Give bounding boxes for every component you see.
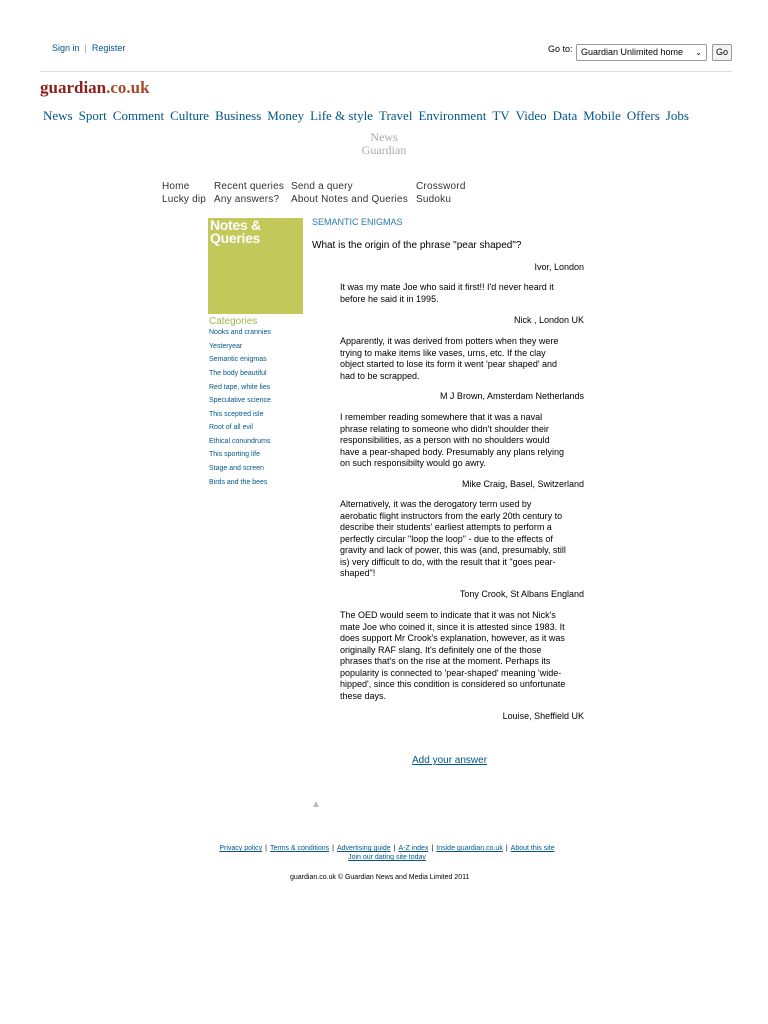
goto-select[interactable] — [576, 44, 707, 61]
nav-item-environment[interactable]: Environment — [418, 108, 487, 123]
answer-author: M J Brown, Amsterdam Netherlands — [439, 391, 584, 401]
subnav-about[interactable]: About Notes and Queries — [291, 194, 408, 205]
answer-line: responsibilities, as a person with no shoulders would — [340, 435, 550, 445]
category-link[interactable]: This sporting life — [209, 451, 260, 458]
separator: | — [84, 43, 87, 53]
answer-line: phrase relating to someone who didn't shoulder their — [340, 423, 549, 434]
add-answer-link[interactable]: Add your answer — [412, 755, 488, 766]
separator: | — [265, 845, 267, 852]
answer-line: It was my mate Joe who said it first!! I'd never heard it — [340, 282, 554, 292]
footer-links — [197, 844, 577, 862]
footer-inside-link[interactable]: Inside guardian.co.uk — [436, 845, 503, 852]
nav-item-jobs[interactable]: Jobs — [665, 108, 689, 123]
site-logo[interactable] — [40, 78, 150, 98]
subnav-home[interactable]: Home — [162, 181, 190, 192]
answer-line: these days. — [340, 690, 387, 701]
nav-item-culture[interactable]: Culture — [170, 108, 210, 123]
register-link[interactable]: Register — [91, 43, 126, 53]
nav-item-news[interactable]: News — [43, 108, 73, 123]
separator: | — [505, 845, 508, 852]
nav-item-data[interactable]: Data — [552, 108, 578, 123]
section-title — [340, 131, 428, 157]
answer-author: Louise, Sheffield UK — [502, 711, 584, 721]
answer-text — [340, 412, 584, 470]
answer-line: describe their students' earliest attempts to perform a — [340, 522, 552, 532]
category-link[interactable]: The body beautiful — [209, 370, 267, 377]
goto-selected-value: Guardian Unlimited home — [581, 47, 684, 57]
sign-in-link[interactable]: Sign in — [52, 43, 80, 53]
section-heading[interactable]: SEMANTIC ENIGMAS — [312, 217, 403, 227]
answer-line: had to be scrapped. — [340, 370, 420, 381]
answer-line: I remember reading somewhere that it was a naval — [340, 412, 543, 422]
answer-line: aerobatic flight instructors from the early 20th century to — [340, 510, 563, 521]
subnav-send[interactable]: Send a query — [291, 181, 353, 192]
answer-text — [340, 499, 584, 580]
section-title-line1: News — [370, 130, 398, 144]
category-link[interactable]: Birds and the bees — [209, 479, 268, 486]
category-link[interactable]: Red tape, white lies — [209, 384, 271, 391]
question-author: Ivor, London — [534, 262, 584, 272]
notes-queries-title — [210, 219, 261, 245]
subnav-recent[interactable]: Recent queries — [214, 181, 285, 192]
logo-main: guardian — [40, 78, 107, 97]
nq-line1: Notes & — [210, 217, 261, 233]
account-links — [52, 43, 125, 53]
nav-item-tv[interactable]: TV — [492, 108, 510, 123]
main-nav — [43, 108, 695, 124]
category-link[interactable]: Yesteryear — [209, 343, 243, 350]
answer-author: Mike Craig, Basel, Switzerland — [461, 479, 584, 489]
goto-label: Go to: — [548, 44, 573, 54]
answer-line: gravity and lack of power, this was (and, presumably, still — [340, 545, 566, 555]
answer-line: phrases that's on the rise at the moment. Perhaps its — [340, 656, 551, 666]
back-to-top-icon[interactable]: ▲ — [311, 799, 321, 810]
nav-item-travel[interactable]: Travel — [378, 108, 413, 123]
category-link[interactable]: Nooks and crannies — [209, 329, 271, 336]
answer-line: on such responsibilty would go awry. — [340, 458, 486, 468]
header-divider — [40, 71, 732, 72]
subnav-any[interactable]: Any answers? — [214, 194, 280, 205]
answer-line: popularity is connected to 'pear-shaped' meaning 'wide- — [340, 667, 562, 678]
answer-line: shaped"! — [340, 568, 376, 578]
subnav-lucky[interactable]: Lucky dip — [162, 194, 207, 205]
footer-terms-link[interactable]: Terms & conditions — [269, 845, 330, 852]
category-link[interactable]: Ethical conundrums — [209, 438, 271, 445]
answer-text — [340, 336, 584, 382]
answer-line: perfectly circular "loop the loop" - due to the effects of — [340, 533, 553, 544]
answer-line: Alternatively, it was the derogatory term used by — [340, 499, 532, 509]
nav-item-sport[interactable]: Sport — [78, 108, 107, 123]
separator: | — [332, 845, 334, 852]
nav-item-business[interactable]: Business — [215, 108, 262, 123]
answer-text — [340, 282, 584, 305]
category-link[interactable]: Speculative science — [209, 397, 271, 404]
answer-author: Nick , London UK — [513, 315, 584, 325]
footer-about-link[interactable]: About this site — [510, 845, 555, 852]
footer-az-link[interactable]: A-Z index — [398, 845, 429, 852]
answer-line: trying to make items like vases, urns, etc. If the clay — [340, 347, 546, 358]
answer-line: is) very difficult to do, with the result that it "goes pear- — [340, 556, 556, 567]
chevron-down-icon: ⌄ — [695, 48, 702, 57]
answer-line: Apparently, it was derived from potters when they were — [340, 336, 559, 346]
go-button[interactable]: Go — [712, 44, 732, 61]
category-link[interactable]: Stage and screen — [209, 465, 264, 472]
nav-item-comment[interactable]: Comment — [112, 108, 165, 123]
nq-line2: Queries — [210, 230, 261, 246]
category-link[interactable]: This sceptred isle — [209, 411, 264, 418]
answer-line: mate Joe who coined it, since it is attested since 1983. It — [340, 621, 565, 632]
copyright: guardian.co.uk © Guardian News and Media Limited 2011 — [290, 874, 470, 881]
category-link[interactable]: Semantic enigmas — [209, 356, 267, 363]
footer-advertising-link[interactable]: Advertising guide — [336, 845, 391, 852]
answer-author: Tony Crook, St Albans England — [459, 589, 584, 599]
nav-item-life-style[interactable]: Life & style — [310, 108, 373, 123]
footer-privacy-link[interactable]: Privacy policy — [219, 845, 263, 852]
nav-item-mobile[interactable]: Mobile — [583, 108, 621, 123]
question-text: What is the origin of the phrase "pear shaped"? — [312, 240, 522, 251]
answer-line: object started to lose its form it went 'pear shaped' and — [340, 359, 558, 369]
category-link[interactable]: Root of all evil — [209, 424, 253, 431]
categories-heading: Categories — [209, 316, 258, 327]
answer-line: have a pear-shaped body. Presumably any plans relying — [340, 446, 564, 457]
subnav-sudoku[interactable]: Sudoku — [416, 194, 452, 205]
separator: | — [393, 845, 396, 852]
nav-item-offers[interactable]: Offers — [626, 108, 660, 123]
separator: | — [431, 845, 434, 852]
answer-line: does support Mr Crook's explanation, however, as it was — [340, 633, 565, 643]
nav-item-video[interactable]: Video — [515, 108, 547, 123]
subnav-crossword[interactable]: Crossword — [416, 181, 466, 192]
answer-line: The OED would seem to indicate that it was not Nick's — [340, 610, 556, 620]
answer-line: hipped', since this condition is considered so unfortunate — [340, 679, 566, 689]
logo-suffix: .co.uk — [106, 78, 150, 97]
answer-line: before he said it in 1995. — [340, 293, 439, 304]
footer-dating-link[interactable]: Join our dating site today — [348, 854, 426, 861]
nav-item-money[interactable]: Money — [267, 108, 305, 123]
answer-text — [340, 610, 584, 702]
section-title-line2: Guardian — [361, 143, 407, 157]
answer-line: originally RAF slang. It's definitely one of the those — [340, 644, 542, 655]
